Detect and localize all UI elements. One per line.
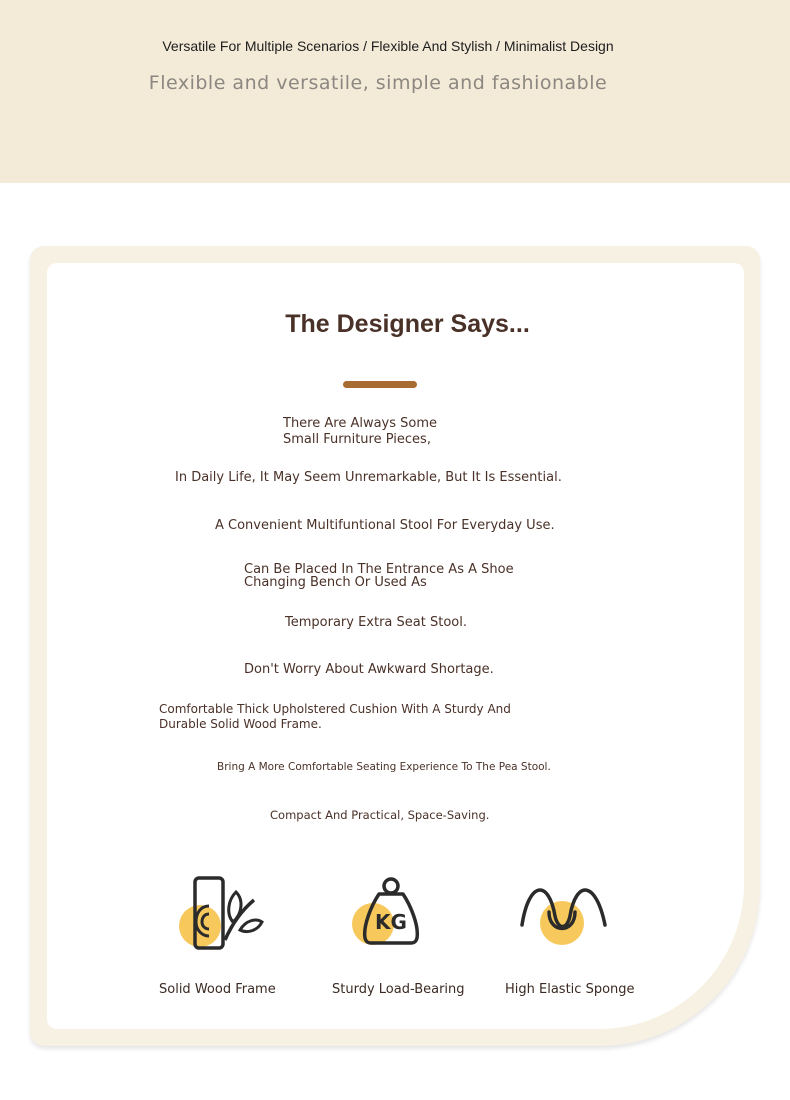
designer-line-5: Temporary Extra Seat Stool. (285, 615, 467, 630)
feature-label-elastic-sponge: High Elastic Sponge (505, 982, 635, 997)
designer-line-4: Can Be Placed In The Entrance As A Shoe Changing Bench Or Used As (244, 562, 514, 590)
designer-line-6: Don't Worry About Awkward Shortage. (244, 662, 494, 677)
feature-label-load-bearing: Sturdy Load-Bearing (332, 982, 465, 997)
feature-solid-wood (170, 870, 270, 955)
designer-title: The Designer Says... (285, 310, 530, 338)
designer-line-8: Bring A More Comfortable Seating Experience To The Pea Stool. (217, 761, 551, 773)
designer-line-1: There Are Always Some Small Furniture Pieces, (283, 416, 438, 447)
feature-label-solid-wood: Solid Wood Frame (159, 982, 276, 997)
feature-elastic-sponge (515, 870, 615, 955)
banner-subheading: Flexible and versatile, simple and fashionable (148, 72, 608, 94)
wood-frame-icon (170, 870, 270, 955)
feature-load-bearing (345, 870, 435, 955)
designer-line-7: Comfortable Thick Upholstered Cushion With A Sturdy And Durable Solid Wood Frame. (159, 702, 511, 731)
banner-heading: Versatile For Multiple Scenarios / Flexible And Stylish / Minimalist Design (162, 38, 614, 54)
designer-line-3: A Convenient Multifuntional Stool For Everyday Use. (215, 518, 555, 533)
svg-text:KG: KG (375, 910, 407, 934)
kg-weight-icon (345, 870, 435, 955)
elastic-sponge-icon (515, 870, 615, 955)
designer-line-9: Compact And Practical, Space-Saving. (270, 808, 490, 822)
designer-line-2: In Daily Life, It May Seem Unremarkable, But It Is Essential. (175, 470, 562, 485)
title-underline (343, 381, 417, 388)
